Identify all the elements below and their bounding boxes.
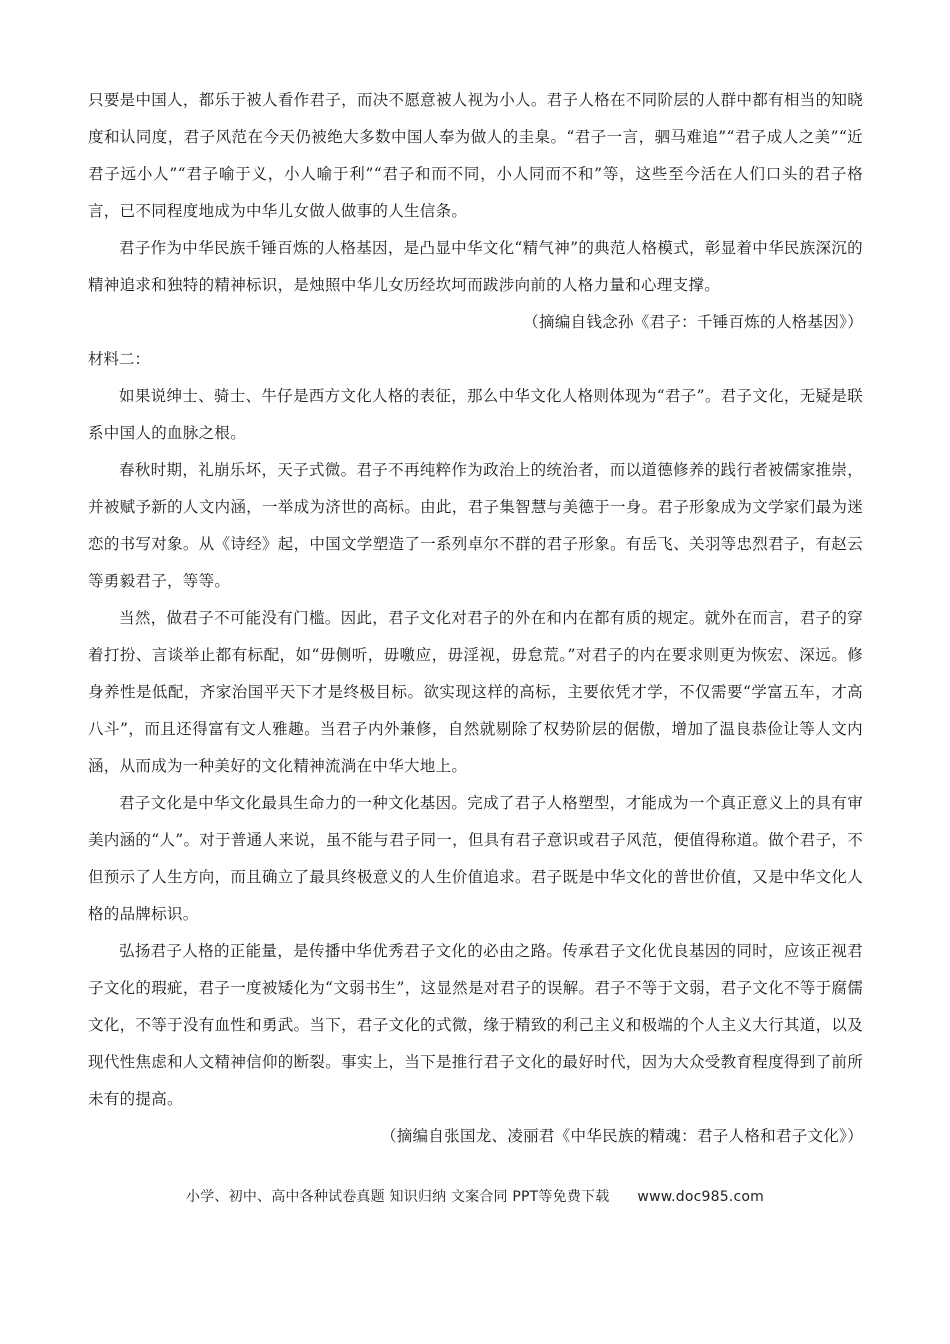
material2-heading: 材料二： (88, 350, 151, 368)
document-body (88, 82, 863, 1155)
footer-url-link[interactable]: www.doc985.com (637, 1189, 764, 1205)
material2-paragraph: 如果说绅士、骑士、牛仔是西方文化人格的表征，那么中华文化人格则体现为“君子”。君子文化，无疑是联系中国人的血脉之根。 (88, 387, 863, 442)
material1-paragraph: 君子作为中华民族千锤百炼的人格基因，是凸显中华文化“精气神”的典范人格模式，彰显着中华民族深沉的精神追求和独特的精神标识，是烛照中华儿女历经坎坷而跋涉向前的人格力量和心理支撑。 (88, 239, 863, 294)
footer-text: 小学、初中、高中各种试卷真题 知识归纳 文案合同 PPT等免费下载 (186, 1189, 610, 1205)
material2-source: （摘编自张国龙、凌丽君《中华民族的精魂：君子人格和君子文化》） (380, 1127, 863, 1145)
material2-paragraph: 弘扬君子人格的正能量，是传播中华优秀君子文化的必由之路。传承君子文化优良基因的同时，应该正视君子文化的瑕疵，君子一度被矮化为“文弱书生”，这显然是对君子的误解。君子不等于文弱，君子文化不等于腐儒文化，不等于没有血性和勇武。当下，君子文化的式微，缘于精致的利己主义和极端的个人主义大行其道，以及现代性焦虑和人文精神信仰的断裂。事实上，当下是推行君子文化的最好时代，因为大众受教育程度得到了前所未有的提高。 (88, 942, 863, 1108)
material1-paragraph: 只要是中国人，都乐于被人看作君子，而决不愿意被人视为小人。君子人格在不同阶层的人群中都有相当的知晓度和认同度，君子风范在今天仍被绝大多数中国人奉为做人的圭臬。“君子一言，驷马难追”“君子成人之美”“近君子远小人”“君子喻于义，小人喻于利”“君子和而不同，小人同而不和”等，这些至今活在人们口头的君子格言，已不同程度地成为中华儿女做人做事的人生信条。 (88, 91, 863, 220)
material2-paragraph: 春秋时期，礼崩乐坏，天子式微。君子不再纯粹作为政治上的统治者，而以道德修养的践行者被儒家推崇，并被赋予新的人文内涵，一举成为济世的高标。由此，君子集智慧与美德于一身。君子形象成为文学家们最为迷恋的书写对象。从《诗经》起，中国文学塑造了一系列卓尔不群的君子形象。有岳飞、关羽等忠烈君子，有赵云等勇毅君子，等等。 (88, 461, 863, 590)
material2-paragraph: 当然，做君子不可能没有门槛。因此，君子文化对君子的外在和内在都有质的规定。就外在而言，君子的穿着打扮、言谈举止都有标配，如“毋侧听，毋噭应，毋淫视，毋怠荒。”对君子的内在要求则更为恢宏、深远。修身养性是低配，齐家治国平天下才是终极目标。欲实现这样的高标，主要依凭才学，不仅需要“学富五车，才高八斗”，而且还得富有文人雅趣。当君子内外兼修，自然就剔除了权势阶层的倨傲，增加了温良恭俭让等人文内涵，从而成为一种美好的文化精神流淌在中华大地上。 (88, 609, 863, 775)
page-footer (0, 1186, 950, 1206)
material1-source: （摘编自钱念孙《君子：千锤百炼的人格基因》） (523, 313, 863, 331)
material2-paragraph: 君子文化是中华文化最具生命力的一种文化基因。完成了君子人格塑型，才能成为一个真正意义上的具有审美内涵的“人”。对于普通人来说，虽不能与君子同一，但具有君子意识或君子风范，便值得称道。做个君子，不但预示了人生方向，而且确立了最具终极意义的人生价值追求。君子既是中华文化的普世价值，又是中华文化人格的品牌标识。 (88, 794, 863, 923)
